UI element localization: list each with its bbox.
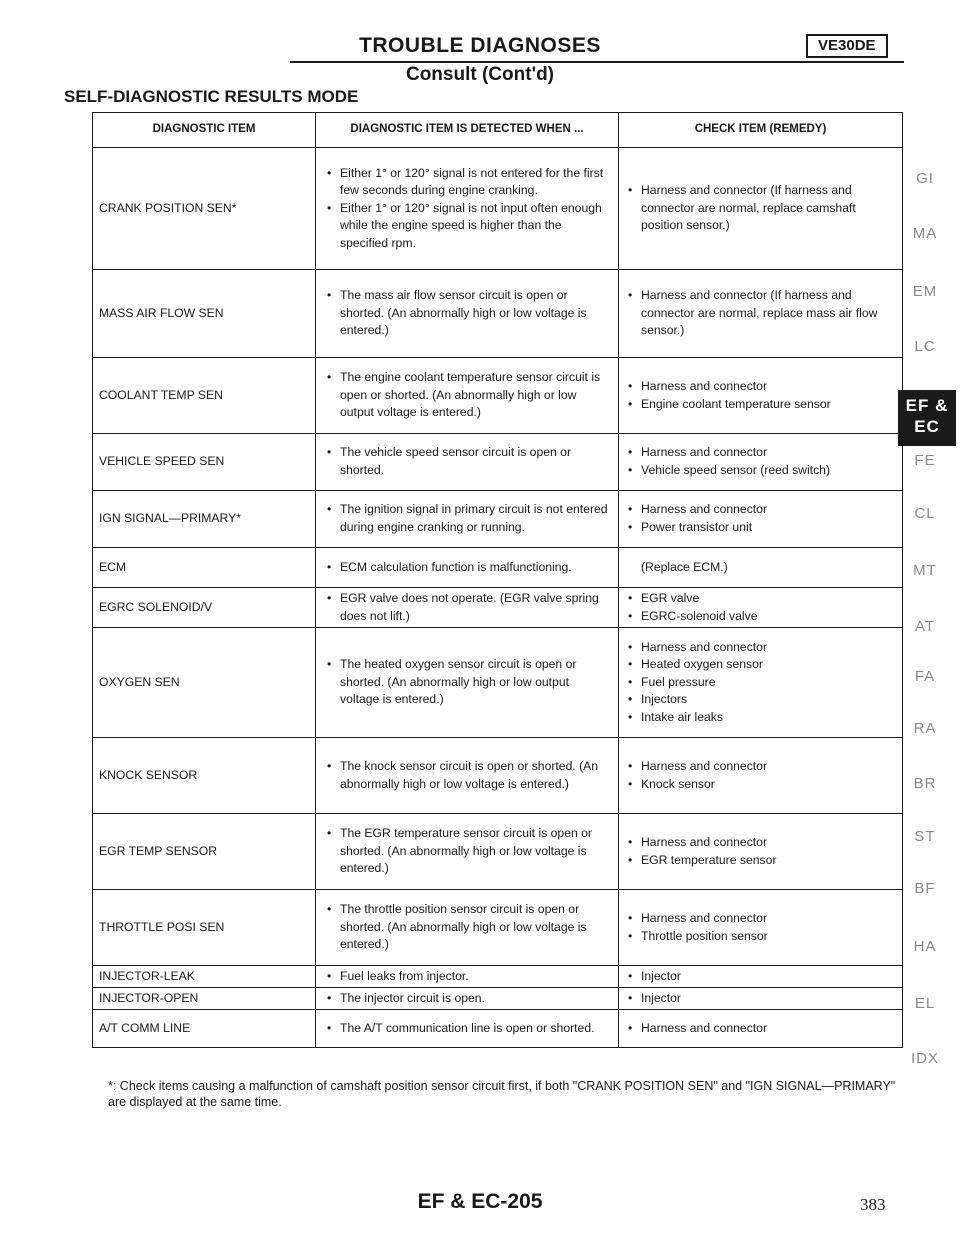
check-bullet: • EGR valve: [641, 590, 896, 608]
side-tab[interactable]: FE: [914, 452, 936, 469]
table-row: [93, 628, 903, 738]
check-bullet: • EGRC-solenoid valve: [641, 608, 896, 626]
detection-bullet: • The engine coolant temperature sensor circuit is open or shorted. (An abnormally high or low output voltage is entered.): [340, 369, 610, 422]
table-row: [93, 434, 903, 491]
check-item: [619, 548, 903, 588]
model-badge: VE30DE: [806, 34, 888, 58]
detection-bullet: • The ignition signal in primary circuit is not entered during engine cranking or running.: [340, 501, 610, 536]
detection-condition: [316, 988, 619, 1010]
detection-bullet: • Either 1° or 120° signal is not entered for the first few seconds during engine cranking.: [340, 165, 610, 200]
check-bullet: • Intake air leaks: [641, 709, 896, 727]
detection-condition: [316, 434, 619, 491]
column-header-item: DIAGNOSTIC ITEM: [93, 113, 316, 148]
check-bullet: • Throttle position sensor: [641, 928, 896, 946]
table-row: [93, 738, 903, 814]
section-page-label: EF & EC-205: [417, 1190, 543, 1213]
side-tab[interactable]: MT: [913, 562, 937, 579]
detection-condition: [316, 738, 619, 814]
footnote: *: Check items causing a malfunction of camshaft position sensor circuit first, if both "CRANK POSITION SEN" and "IGN SIGNAL—PRIMARY" are displayed at the same time.: [108, 1079, 896, 1109]
side-tab[interactable]: CL: [914, 505, 936, 522]
check-bullet: • Vehicle speed sensor (reed switch): [641, 462, 896, 480]
table-row: [93, 966, 903, 988]
table-row: [93, 890, 903, 966]
detection-bullet: • The knock sensor circuit is open or shorted. (An abnormally high or low voltage is entered.): [340, 758, 610, 793]
check-bullet: • Heated oxygen sensor: [641, 656, 896, 674]
detection-condition: [316, 1010, 619, 1048]
check-item: [619, 270, 903, 358]
diagnostic-item: THROTTLE POSI SEN: [93, 890, 316, 966]
side-tab[interactable]: FA: [914, 668, 936, 685]
page-number: 383: [860, 1195, 886, 1214]
check-bullet: • Harness and connector: [641, 501, 896, 519]
detection-condition: [316, 814, 619, 890]
check-item: [619, 966, 903, 988]
detection-condition: [316, 491, 619, 548]
check-item: [619, 890, 903, 966]
check-item: [619, 814, 903, 890]
detection-bullet: • The vehicle speed sensor circuit is open or shorted.: [340, 444, 610, 479]
detection-condition: [316, 148, 619, 270]
table-header-row: [93, 113, 903, 148]
check-bullet: • Injector: [641, 968, 896, 986]
diagnostic-item: EGRC SOLENOID/V: [93, 588, 316, 628]
detection-bullet: • EGR valve does not operate. (EGR valve spring does not lift.): [340, 590, 610, 625]
check-bullet: • Harness and connector (If harness and connector are normal, replace camshaft position sensor.): [641, 182, 896, 235]
check-bullet: • Harness and connector: [641, 444, 896, 462]
column-header-detect: DIAGNOSTIC ITEM IS DETECTED WHEN ...: [316, 113, 619, 148]
check-bullet: • Knock sensor: [641, 776, 896, 794]
table-row: [93, 358, 903, 434]
detection-condition: [316, 548, 619, 588]
side-tab[interactable]: ST: [914, 828, 936, 845]
side-tab[interactable]: RA: [913, 720, 937, 737]
detection-bullet: • The heated oxygen sensor circuit is open or shorted. (An abnormally high or low output voltage is entered.): [340, 656, 610, 709]
check-item: [619, 628, 903, 738]
side-tab[interactable]: EL: [914, 995, 936, 1012]
detection-condition: [316, 358, 619, 434]
check-bullet: • Fuel pressure: [641, 674, 896, 692]
check-bullet: • Harness and connector (If harness and connector are normal, replace mass air flow sensor.): [641, 287, 896, 340]
detection-bullet: • The throttle position sensor circuit is open or shorted. (An abnormally high or low voltage is entered.): [340, 901, 610, 954]
page-subtitle: Consult (Cont'd): [405, 64, 555, 85]
detection-condition: [316, 890, 619, 966]
diagnostics-table: [92, 112, 903, 1048]
detection-condition: [316, 628, 619, 738]
detection-bullet: • The EGR temperature sensor circuit is open or shorted. (An abnormally high or low voltage is entered.): [340, 825, 610, 878]
side-tab[interactable]: BF: [914, 880, 936, 897]
check-bullet: • EGR temperature sensor: [641, 852, 896, 870]
check-item: [619, 434, 903, 491]
table-row: [93, 1010, 903, 1048]
detection-condition: [316, 588, 619, 628]
side-tab[interactable]: EM: [912, 283, 938, 300]
check-bullet: • Engine coolant temperature sensor: [641, 396, 896, 414]
detection-bullet: • The mass air flow sensor circuit is open or shorted. (An abnormally high or low voltage is entered.): [340, 287, 610, 340]
diagnostic-item: COOLANT TEMP SEN: [93, 358, 316, 434]
check-item: [619, 588, 903, 628]
side-tab[interactable]: HA: [913, 938, 937, 955]
diagnostic-item: INJECTOR-LEAK: [93, 966, 316, 988]
check-bullet: • Harness and connector: [641, 1020, 896, 1038]
side-tab[interactable]: IDX: [910, 1050, 939, 1067]
check-item: [619, 358, 903, 434]
title-rule: [290, 61, 904, 63]
diagnostic-item: A/T COMM LINE: [93, 1010, 316, 1048]
check-item: [619, 988, 903, 1010]
check-item: [619, 1010, 903, 1048]
check-item: [619, 738, 903, 814]
diagnostic-item: CRANK POSITION SEN*: [93, 148, 316, 270]
table-row: [93, 270, 903, 358]
side-tab[interactable]: GI: [916, 170, 934, 187]
detection-condition: [316, 270, 619, 358]
column-header-check: CHECK ITEM (REMEDY): [619, 113, 903, 148]
side-tab[interactable]: BR: [913, 775, 937, 792]
detection-bullet: • The A/T communication line is open or shorted.: [340, 1020, 610, 1038]
diagnostic-item: MASS AIR FLOW SEN: [93, 270, 316, 358]
check-bullet: • Power transistor unit: [641, 519, 896, 537]
table-row: [93, 148, 903, 270]
table-body: [93, 148, 903, 1048]
check-bullet: • Injector: [641, 990, 896, 1008]
diagnostic-item: KNOCK SENSOR: [93, 738, 316, 814]
check-bullet: • Harness and connector: [641, 910, 896, 928]
diagnostic-item: OXYGEN SEN: [93, 628, 316, 738]
detection-bullet: • The injector circuit is open.: [340, 990, 610, 1008]
side-tab[interactable]: AT: [914, 618, 936, 635]
check-bullet: • Injectors: [641, 691, 896, 709]
page-title: TROUBLE DIAGNOSES: [359, 34, 601, 57]
check-bullet: • Harness and connector: [641, 758, 896, 776]
check-item: [619, 148, 903, 270]
diagnostic-item: VEHICLE SPEED SEN: [93, 434, 316, 491]
side-tab[interactable]: EF & EC: [898, 390, 956, 446]
table-row: [93, 814, 903, 890]
check-bullet: • Harness and connector: [641, 639, 896, 657]
diagnostic-item: IGN SIGNAL—PRIMARY*: [93, 491, 316, 548]
diagnostic-item: ECM: [93, 548, 316, 588]
side-tab[interactable]: MA: [912, 225, 938, 242]
check-text: (Replace ECM.): [641, 559, 728, 574]
detection-bullet: • ECM calculation function is malfunctioning.: [340, 559, 610, 577]
table-row: [93, 548, 903, 588]
detection-bullet: • Either 1° or 120° signal is not input often enough while the engine speed is higher than the specified rpm.: [340, 200, 610, 253]
table-row: [93, 491, 903, 548]
diagnostic-item: EGR TEMP SENSOR: [93, 814, 316, 890]
check-item: [619, 491, 903, 548]
section-heading: SELF-DIAGNOSTIC RESULTS MODE: [64, 87, 359, 106]
check-bullet: • Harness and connector: [641, 834, 896, 852]
detection-bullet: • Fuel leaks from injector.: [340, 968, 610, 986]
check-bullet: • Harness and connector: [641, 378, 896, 396]
table-row: [93, 988, 903, 1010]
side-tab[interactable]: LC: [914, 338, 936, 355]
detection-condition: [316, 966, 619, 988]
diagnostic-item: INJECTOR-OPEN: [93, 988, 316, 1010]
table-row: [93, 588, 903, 628]
